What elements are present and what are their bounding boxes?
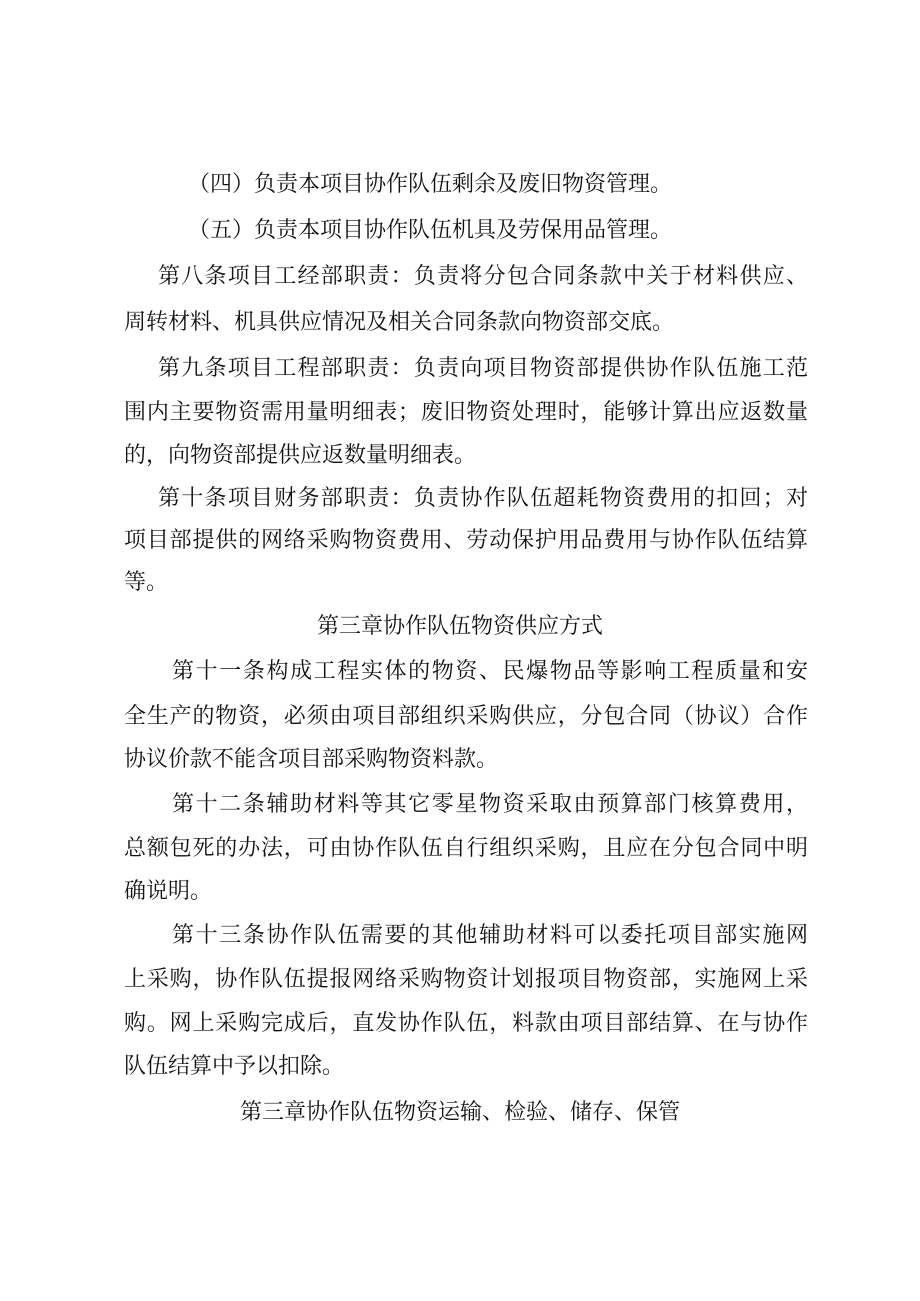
article-12-line-3: 确说明。 bbox=[124, 879, 213, 904]
article-11-line-1: 第十一条构成工程实体的物资、民爆物品等影响工程质量和安 bbox=[172, 659, 808, 684]
article-9-line-2: 围内主要物资需用量明细表；废旧物资处理时，能够计算出应返数量 bbox=[124, 400, 808, 425]
chapter-heading-transport: 第三章协作队伍物资运输、检验、储存、保管 bbox=[239, 1100, 680, 1125]
article-8-line-2: 周转材料、机具供应情况及相关合同条款向物资部交底。 bbox=[124, 310, 675, 335]
article-10-line-1: 第十条项目财务部职责：负责协作队伍超耗物资费用的扣回；对 bbox=[158, 486, 808, 511]
article-13-line-1: 第十三条协作队伍需要的其他辅助材料可以委托项目部实施网 bbox=[172, 923, 808, 948]
article-9-line-1: 第九条项目工程部职责：负责向项目物资部提供协作队伍施工范 bbox=[158, 356, 808, 381]
article-8-line-1: 第八条项目工经部职责：负责将分包合同条款中关于材料供应、 bbox=[158, 264, 808, 289]
chapter-heading-supply: 第三章协作队伍物资供应方式 bbox=[316, 614, 603, 639]
article-9-line-3: 的，向物资部提供应返数量明细表。 bbox=[124, 443, 477, 468]
item-four: （四）负责本项目协作队伍剩余及废旧物资管理。 bbox=[188, 172, 673, 197]
article-13-line-2: 上采购，协作队伍提报网络采购物资计划报项目物资部，实施网上采 bbox=[124, 967, 808, 992]
article-10-line-2: 项目部提供的网络采购物资费用、劳动保护用品费用与协作队伍结算 bbox=[124, 528, 808, 553]
article-12-line-1: 第十二条辅助材料等其它零星物资采取由预算部门核算费用， bbox=[172, 792, 808, 817]
article-11-line-3: 协议价款不能含项目部采购物资料款。 bbox=[124, 747, 499, 772]
article-13-line-3: 购。网上采购完成后，直发协作队伍，料款由项目部结算、在与协作 bbox=[124, 1011, 808, 1036]
item-five: （五）负责本项目协作队伍机具及劳保用品管理。 bbox=[188, 218, 673, 243]
article-10-line-3: 等。 bbox=[124, 570, 169, 595]
article-13-line-4: 队伍结算中予以扣除。 bbox=[124, 1054, 345, 1079]
article-12-line-2: 总额包死的办法，可由协作队伍自行组织采购，且应在分包合同中明 bbox=[124, 836, 808, 861]
article-11-line-2: 全生产的物资，必须由项目部组织采购供应，分包合同（协议）合作 bbox=[124, 704, 808, 729]
